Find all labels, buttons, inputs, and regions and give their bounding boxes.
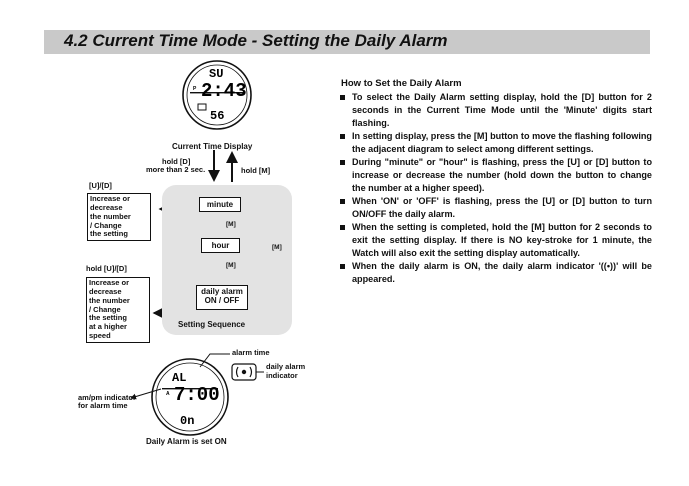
instruction-item: When the daily alarm is ON, the daily alarm indicator '((•))' will be appeared. <box>340 260 652 286</box>
alarm-onoff-digits: 0n <box>180 414 195 428</box>
instructions-heading: How to Set the Daily Alarm <box>341 78 462 89</box>
sequence-daily-alarm: daily alarm ON / OFF <box>196 285 248 310</box>
instruction-item: To select the Daily Alarm setting display, hold the [D] button for 2 seconds in the Current Time Mode until the 'Minute' digits start flashing. <box>340 91 652 130</box>
am-marker: A <box>166 391 170 397</box>
instruction-item: During "minute" or "hour" is flashing, press the [U] or [D] button to increase or decrease the number (hold down the button to change the number at a higher speed). <box>340 156 652 195</box>
pm-marker: P <box>193 86 197 92</box>
ud-label: [U]/[D] <box>89 181 112 190</box>
instruction-item: When the setting is completed, hold the [M] button for 2 seconds to exit the setting display. If there is NO key-stroke for 1 minute, the Watch will also exit the setting display automatically. <box>340 221 652 260</box>
current-day-digits: SU <box>209 67 224 81</box>
fast-change-setting-box: Increase or decrease the number / Change the setting at a higher speed <box>86 277 150 343</box>
alarm-caption: Daily Alarm is set ON <box>146 437 227 446</box>
current-time-display-label: Current Time Display <box>172 142 253 151</box>
sequence-m-label-3: [M] <box>272 244 282 251</box>
alarm-time-label: alarm time <box>232 348 270 357</box>
hold-d-label-line2: more than 2 sec. <box>146 165 206 174</box>
instruction-item: In setting display, press the [M] button to move the flashing following the adjacent diagram to select among different settings. <box>340 130 652 156</box>
ampm-indicator-label-line2: for alarm time <box>78 401 128 410</box>
sequence-m-label-2: [M] <box>226 262 236 269</box>
hold-m-label: hold [M] <box>241 166 271 175</box>
hold-d-label-line1: hold [D] <box>162 157 191 166</box>
sequence-m-label-1: [M] <box>226 221 236 228</box>
current-seconds-digits: 56 <box>210 109 225 123</box>
daily-alarm-indicator-label-line1: daily alarm <box>266 362 306 371</box>
current-time-digits: 2:43 <box>201 80 247 102</box>
hold-ud-label: hold [U]/[D] <box>86 264 127 273</box>
change-setting-box: Increase or decrease the number / Change the setting <box>87 193 151 241</box>
ampm-indicator-label-line1: am/pm indicator <box>78 393 136 402</box>
setting-sequence-caption: Setting Sequence <box>178 320 246 329</box>
sequence-hour: hour <box>201 238 240 253</box>
alarm-time-digits: 7:00 <box>174 384 220 406</box>
sequence-minute: minute <box>199 197 241 212</box>
instructions-list <box>340 91 652 286</box>
instruction-item: When 'ON' or 'OFF' is flashing, press the [U] or [D] button to turn ON/OFF the daily alarm. <box>340 195 652 221</box>
alarm-mode-digits: AL <box>172 371 187 385</box>
daily-alarm-indicator-label-line2: indicator <box>266 371 298 380</box>
page-title: 4.2 Current Time Mode - Setting the Daily Alarm <box>64 31 448 50</box>
